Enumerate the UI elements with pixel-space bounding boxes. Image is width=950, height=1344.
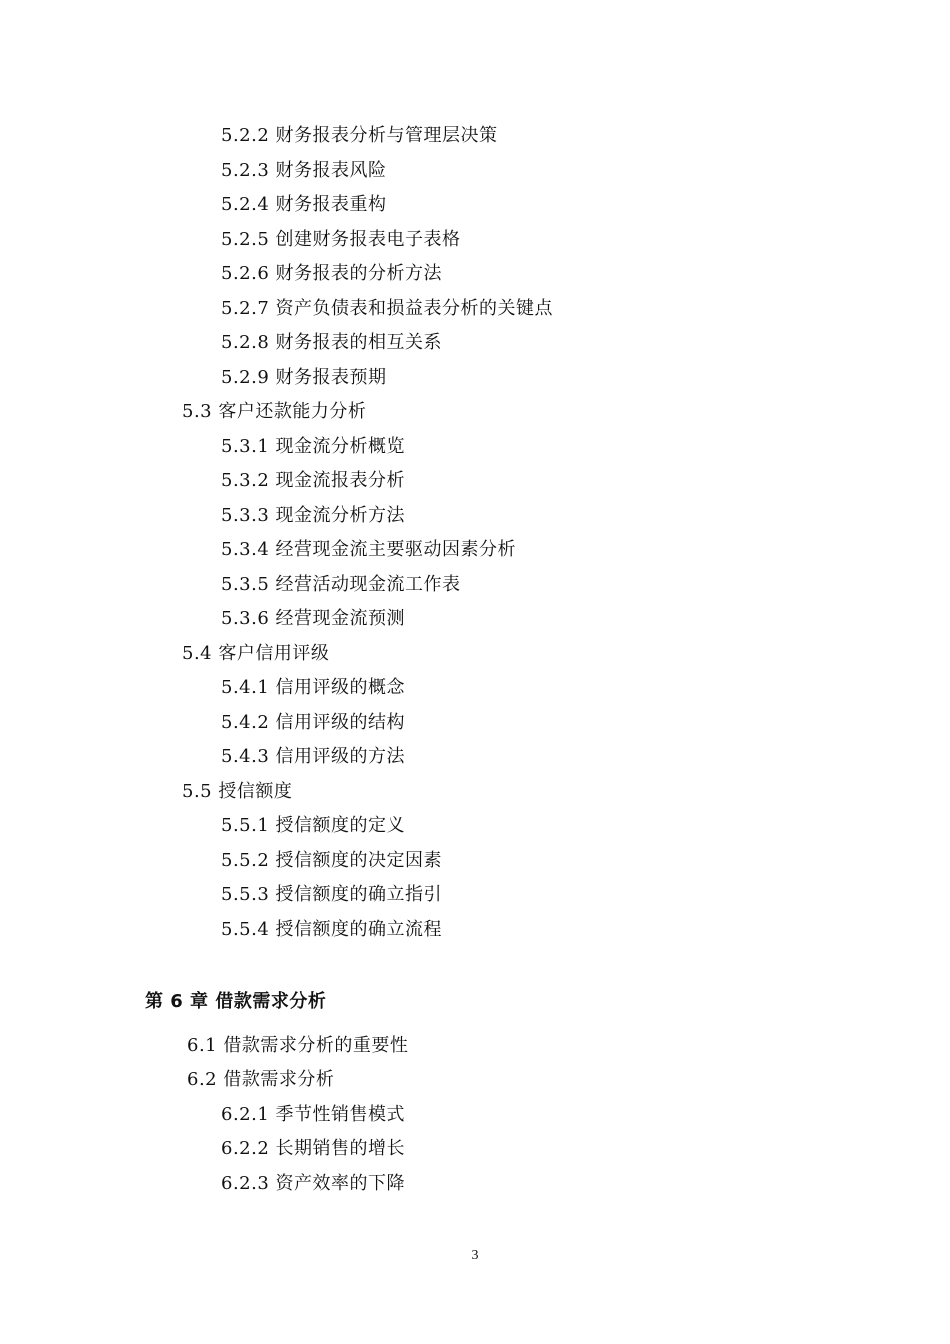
toc-entry-5-4-3: 5.4.3 信用评级的方法 (221, 746, 406, 767)
toc-entry-5-3-6: 5.3.6 经营现金流预测 (221, 608, 406, 629)
toc-entry-5-2-7: 5.2.7 资产负债表和损益表分析的关键点 (221, 298, 554, 319)
toc-entry-5-4-2: 5.4.2 信用评级的结构 (221, 712, 406, 733)
toc-entry-5-2-4: 5.2.4 财务报表重构 (221, 194, 387, 215)
toc-entry-5-2-2: 5.2.2 财务报表分析与管理层决策 (221, 125, 498, 146)
toc-entry-5-3-1: 5.3.1 现金流分析概览 (221, 436, 406, 457)
toc-entry-6-2-1: 6.2.1 季节性销售模式 (221, 1104, 406, 1125)
toc-entry-6-2-3: 6.2.3 资产效率的下降 (221, 1173, 406, 1194)
toc-entry-5-2-6: 5.2.6 财务报表的分析方法 (221, 263, 443, 284)
page-number: 3 (471, 1248, 479, 1263)
toc-entry-5-5: 5.5 授信额度 (182, 781, 293, 802)
chapter-6-heading: 第 6 章 借款需求分析 (145, 991, 327, 1012)
toc-entry-5-2-5: 5.2.5 创建财务报表电子表格 (221, 229, 461, 250)
toc-entry-5-5-3: 5.5.3 授信额度的确立指引 (221, 884, 443, 905)
toc-entry-6-2: 6.2 借款需求分析 (187, 1069, 335, 1090)
toc-entry-5-5-4: 5.5.4 授信额度的确立流程 (221, 919, 443, 940)
toc-entry-5-2-8: 5.2.8 财务报表的相互关系 (221, 332, 443, 353)
toc-entry-5-3-5: 5.3.5 经营活动现金流工作表 (221, 574, 461, 595)
toc-entry-5-3: 5.3 客户还款能力分析 (182, 401, 367, 422)
toc-entry-5-2-3: 5.2.3 财务报表风险 (221, 160, 387, 181)
toc-entry-6-1: 6.1 借款需求分析的重要性 (187, 1035, 409, 1056)
toc-entry-5-4: 5.4 客户信用评级 (182, 643, 330, 664)
toc-entry-5-3-2: 5.3.2 现金流报表分析 (221, 470, 406, 491)
toc-entry-5-2-9: 5.2.9 财务报表预期 (221, 367, 387, 388)
toc-entry-5-3-4: 5.3.4 经营现金流主要驱动因素分析 (221, 539, 517, 560)
toc-entry-5-3-3: 5.3.3 现金流分析方法 (221, 505, 406, 526)
toc-entry-6-2-2: 6.2.2 长期销售的增长 (221, 1138, 406, 1159)
toc-entry-5-4-1: 5.4.1 信用评级的概念 (221, 677, 406, 698)
toc-entry-5-5-2: 5.5.2 授信额度的决定因素 (221, 850, 443, 871)
toc-entry-5-5-1: 5.5.1 授信额度的定义 (221, 815, 406, 836)
